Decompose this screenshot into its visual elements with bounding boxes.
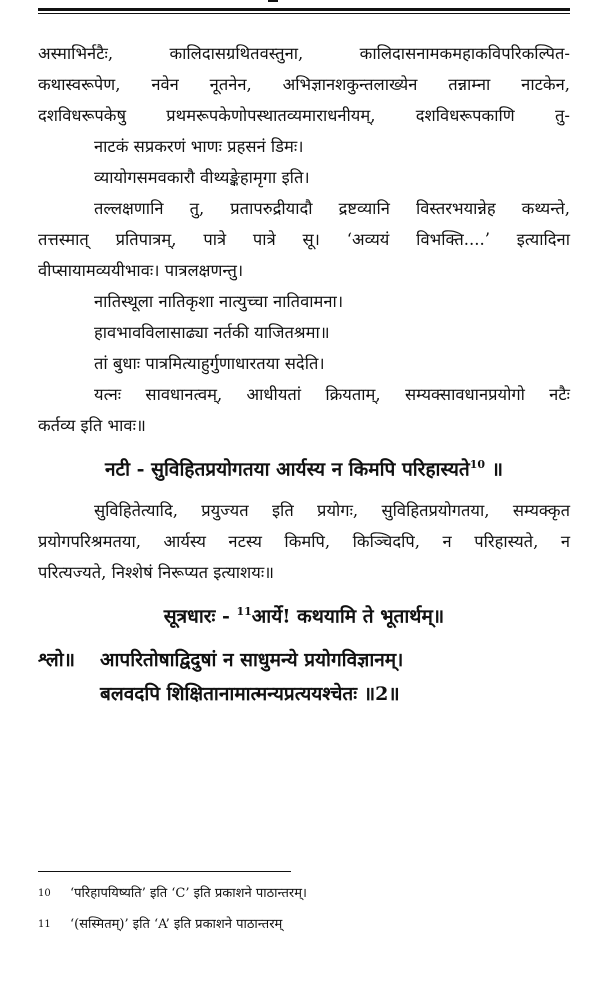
footnote-ref-10: 10	[469, 458, 486, 471]
header-rule	[38, 8, 570, 11]
text-line: प्रयोगपरिश्रमतया, आर्यस्य नटस्य किमपि, किञ्चिदपि, न परिहास्यते, न	[38, 532, 570, 552]
shloka-label: श्लो॥	[38, 648, 76, 671]
text-line: कथास्वरूपेण, नवेन नूतनेन, अभिज्ञानशकुन्तलाख्येन तन्नाम्ना नाटकेन,	[38, 75, 570, 94]
footnote-number: 11	[38, 919, 51, 930]
verse-text: आपरितोषाद्विदुषां न साधुमन्ये प्रयोगविज्ञानम्।	[100, 648, 404, 671]
heading-text: आर्ये! कथयामि ते भूतार्थम्॥	[251, 605, 445, 628]
speaker-label: सूत्रधारः -	[163, 605, 237, 628]
footnote-rule	[38, 871, 291, 872]
footnote-number: 10	[38, 888, 51, 899]
paragraph-1	[38, 38, 570, 131]
text-line: अस्माभिर्नटैः, कालिदासग्रथितवस्तुना, कालिदासनामकमहाकविपरिकल्पित-	[38, 44, 570, 63]
footnote-11	[38, 916, 282, 934]
footnote-10	[38, 885, 307, 903]
text-line: परित्यज्यते, निश्शेषं निरूप्यत इत्याशयः॥	[38, 563, 275, 583]
heading-end: ॥	[485, 458, 504, 481]
footnote-text: ‘परिहापयिष्यति’ इति ‘C’ इति प्रकाशने पाठान्तरम्।	[70, 886, 307, 901]
text-line: दशविधरूपकेषु प्रथमरूपकेणोपस्थातव्यमाराधनीयम्, दशविधरूपकाणि तु-	[38, 106, 570, 125]
text-line: तत्तस्मात् प्रतिपात्रम्, पात्रे पात्रे सू। ‘अव्ययं विभक्ति....’ इत्यादिना	[38, 230, 570, 249]
page-body	[38, 38, 570, 711]
verse-line: नाटकं सप्रकरणं भाणः प्रहसनं डिमः।	[94, 137, 304, 156]
paragraph-2	[38, 193, 570, 286]
text-line: सुविहितेत्यादि, प्रयुज्यत इति प्रयोगः, सुविहितप्रयोगतया, सम्यक्कृत	[94, 501, 570, 521]
verse-line-1	[38, 643, 570, 677]
text-line: कर्तव्य इति भावः॥	[38, 416, 146, 435]
heading-text: नटी - सुविहितप्रयोगतया आर्यस्य न किमपि परिहास्यते	[104, 458, 470, 481]
text-line: यत्नः सावधानत्वम्, आधीयतां क्रियताम्, सम्यक्सावधानप्रयोगो नटैः	[94, 385, 570, 404]
header-tick-mark	[268, 0, 278, 2]
text-line: तल्लक्षणानि तु, प्रतापरुद्रीयादौ द्रष्टव्यानि विस्तरभयान्नेह कथ्यन्ते,	[94, 199, 570, 218]
header-rule-thin	[38, 13, 570, 14]
footnote-ref-11: 11	[236, 605, 252, 619]
verse-b	[38, 286, 570, 379]
heading-sutradhara	[38, 596, 570, 632]
text-line: वीप्सायामव्ययीभावः। पात्रलक्षणन्तु।	[38, 261, 244, 280]
verse-c	[38, 643, 570, 711]
verse-line: व्यायोगसमवकारौ वीथ्यङ्केहामृगा इति।	[94, 168, 310, 187]
footnote-text: ‘(सस्मितम्)’ इति ‘A’ इति प्रकाशने पाठान्तरम्	[70, 917, 283, 932]
verse-line: हावभावविलासाढ्या नर्तकी याजितश्रमा॥	[94, 323, 330, 342]
verse-a	[38, 131, 570, 193]
heading-nati	[38, 449, 570, 485]
verse-line: नातिस्थूला नातिकृशा नात्युच्चा नातिवामना।	[94, 292, 344, 311]
verse-line-2: बलवदपि शिक्षितानामात्मन्यप्रत्ययश्चेतः ॥2॥	[100, 682, 400, 705]
paragraph-3	[38, 379, 570, 441]
paragraph-4	[38, 495, 570, 588]
verse-line: तां बुधाः पात्रमित्याहुर्गुणाधारतया सदेति।	[94, 354, 325, 373]
